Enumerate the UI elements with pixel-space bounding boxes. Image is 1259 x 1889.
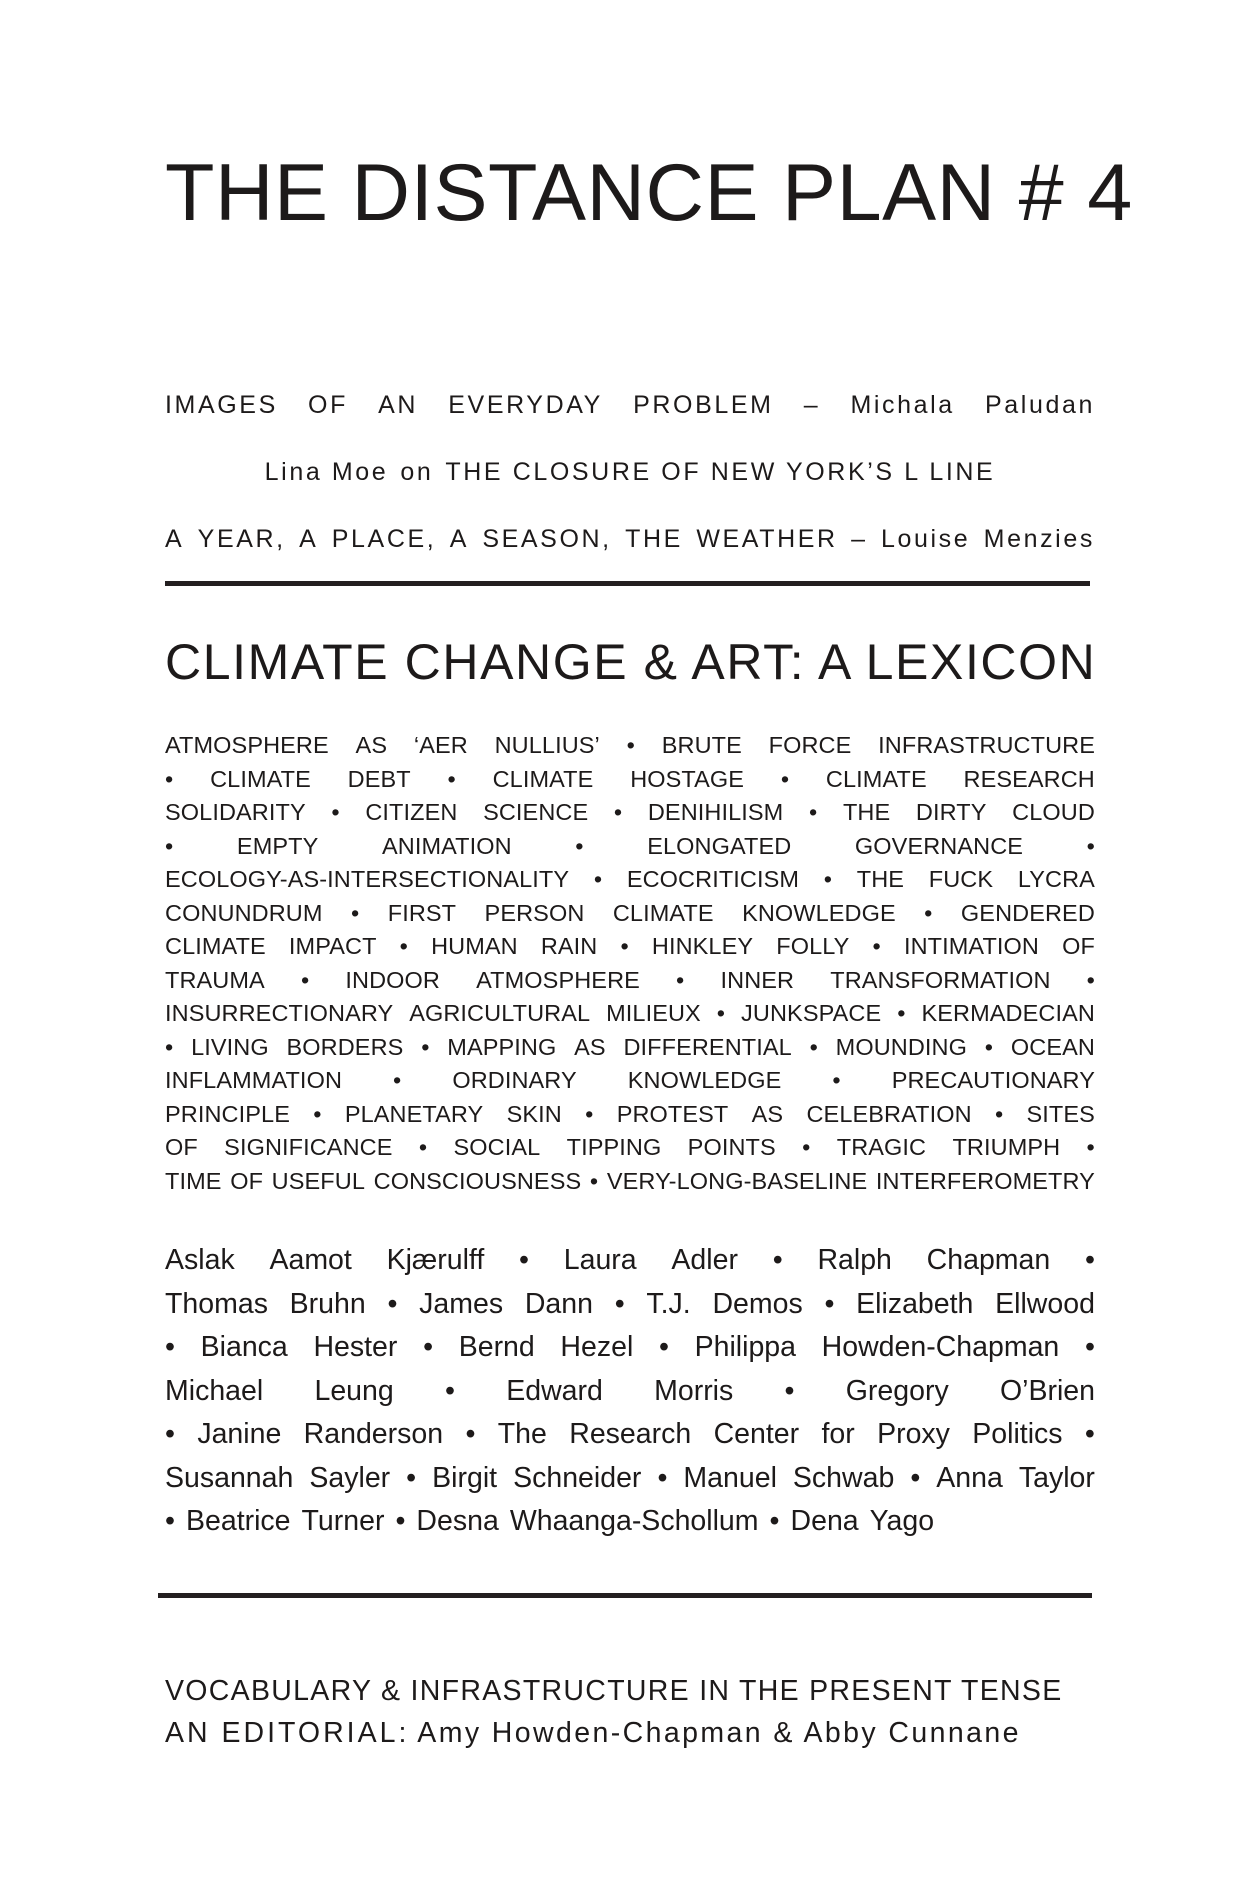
contributor-name-word: Leung <box>314 1374 394 1407</box>
bullet-separator: • <box>676 966 685 993</box>
lexicon-word: SOCIAL <box>453 1134 541 1160</box>
contributor-name-word: Yago <box>869 1505 935 1537</box>
lexicon-line <box>165 964 1095 998</box>
contents-title-word: PLACE, <box>331 525 437 553</box>
contributor-name-word: Susannah <box>165 1461 294 1494</box>
editorial-block <box>165 1670 1095 1754</box>
bullet-separator: • <box>910 1461 921 1494</box>
contents-item <box>165 439 1095 506</box>
lexicon-word: CONSCIOUSNESS <box>373 1167 582 1194</box>
bullet-separator: • <box>447 765 456 792</box>
contributor-name-word: Politics <box>972 1418 1063 1450</box>
lexicon-word: CLIMATE <box>825 765 927 792</box>
lexicon-word: VERY-LONG-BASELINE <box>606 1167 868 1194</box>
bullet-separator: • <box>772 1244 783 1276</box>
contents-dash: – <box>803 391 821 419</box>
contributors-line <box>165 1326 1095 1370</box>
bullet-separator: • <box>387 1287 398 1320</box>
contributor-name-word: Howden-Chapman <box>821 1331 1060 1363</box>
bullet-separator: • <box>872 933 881 959</box>
bullet-separator: • <box>393 1067 402 1093</box>
contributor-name-word: Demos <box>712 1287 803 1320</box>
bullet-separator: • <box>1086 966 1095 993</box>
lexicon-word: PROTEST <box>616 1100 729 1127</box>
bullet-separator: • <box>165 1418 175 1450</box>
lexicon-word: NULLIUS’ <box>494 732 600 758</box>
lexicon-word: LYCRA <box>1017 866 1095 892</box>
lexicon-word: THE <box>842 799 891 825</box>
lexicon-word: ATMOSPHERE <box>165 732 329 758</box>
lexicon-word: INTIMATION <box>903 933 1039 959</box>
contributor-name-word: Bruhn <box>289 1287 366 1320</box>
lexicon-word: DENIHILISM <box>647 799 784 825</box>
lexicon-word: FUCK <box>928 866 994 892</box>
bullet-separator: • <box>589 1167 599 1194</box>
bullet-separator: • <box>331 799 340 825</box>
contributor-name-word: Dann <box>524 1287 593 1320</box>
lexicon-line <box>165 997 1095 1031</box>
lexicon-word: FORCE <box>768 732 852 758</box>
lexicon-word: HINKLEY <box>651 933 754 959</box>
lexicon-word: PLANETARY <box>344 1100 484 1127</box>
lexicon-word: OF <box>165 1134 198 1160</box>
publication-title: THE DISTANCE PLAN # 4 <box>165 148 1133 238</box>
bullet-separator: • <box>924 899 933 926</box>
editorial-byline <box>165 1712 1095 1754</box>
contributor-list <box>165 1239 1095 1544</box>
contributor-name-word: Manuel <box>683 1461 777 1494</box>
lexicon-word: INNER <box>720 966 795 993</box>
lexicon-word: KERMADECIAN <box>921 1000 1095 1026</box>
bullet-separator: • <box>406 1461 417 1494</box>
lexicon-word: MOUNDING <box>835 1033 968 1060</box>
contributor-name-word: Hester <box>313 1331 398 1363</box>
lexicon-word: CLIMATE <box>492 765 594 792</box>
contributor-name-word: Hezel <box>560 1331 634 1363</box>
bullet-separator: • <box>444 1374 455 1407</box>
lexicon-word: TIME <box>165 1167 222 1194</box>
contributor-name-word: Aamot <box>269 1244 352 1276</box>
table-of-contents <box>165 372 1095 573</box>
contributor-name-word: Janine <box>197 1418 282 1450</box>
contributor-name-word: Whaanga-Schollum <box>509 1505 759 1537</box>
lexicon-word: TIPPING <box>566 1134 662 1160</box>
section-divider <box>165 581 1090 586</box>
lexicon-word: MILIEUX <box>606 1000 701 1026</box>
lexicon-line <box>165 796 1095 830</box>
lexicon-line <box>165 897 1095 931</box>
lexicon-word: INDOOR <box>345 966 441 993</box>
lexicon-line <box>165 1165 1095 1199</box>
bullet-separator: • <box>593 866 603 892</box>
bullet-separator: • <box>165 765 174 792</box>
lexicon-word: RESEARCH <box>963 765 1095 792</box>
lexicon-word: DIFFERENTIAL <box>623 1033 792 1060</box>
contributor-name-word: Turner <box>301 1505 385 1537</box>
contributor-name-word: Center <box>713 1418 800 1450</box>
lexicon-line <box>165 1031 1095 1065</box>
lexicon-term-list <box>165 729 1095 1198</box>
lexicon-word: KNOWLEDGE <box>742 899 896 926</box>
lexicon-word: PERSON <box>484 899 585 926</box>
lexicon-word: USEFUL <box>271 1167 365 1194</box>
lexicon-word: FOLLY <box>776 933 850 959</box>
lexicon-line <box>165 830 1095 864</box>
lexicon-word: TRAUMA <box>165 966 265 993</box>
lexicon-word: KNOWLEDGE <box>627 1067 782 1093</box>
contents-title-word: WEATHER <box>696 525 838 553</box>
bullet-separator: • <box>1084 1331 1095 1363</box>
contributor-name-word: Research <box>569 1418 692 1450</box>
contributor-name-word: James <box>419 1287 504 1320</box>
lexicon-word: SKIN <box>506 1100 562 1127</box>
contents-item <box>165 506 1095 573</box>
contributor-name-word: Sayler <box>309 1461 391 1494</box>
lexicon-word: CLIMATE <box>210 765 311 792</box>
bullet-separator: • <box>784 1374 795 1407</box>
lexicon-word: OCEAN <box>1010 1033 1095 1060</box>
bullet-separator: • <box>399 933 408 959</box>
contributor-name-word: Proxy <box>877 1418 950 1450</box>
lexicon-line <box>165 1131 1095 1165</box>
lexicon-word: RAIN <box>540 933 598 959</box>
contributor-name-word: Desna <box>416 1505 499 1537</box>
contents-title-word: THE <box>625 525 683 553</box>
lexicon-word: SOLIDARITY <box>165 799 306 825</box>
bullet-separator: • <box>1086 832 1095 859</box>
lexicon-word: SCIENCE <box>483 799 589 825</box>
contributor-name-word: Morris <box>654 1374 734 1407</box>
contributor-name-word: Schneider <box>513 1461 642 1494</box>
contributor-name-word: Schwab <box>792 1461 895 1494</box>
bullet-separator: • <box>585 1100 594 1127</box>
contributor-name-word: Ellwood <box>995 1287 1095 1320</box>
bullet-separator: • <box>395 1505 406 1537</box>
lexicon-word: TRANSFORMATION <box>830 966 1051 993</box>
contributor-name-word: Beatrice <box>185 1505 291 1537</box>
contributor-name-word: Randerson <box>303 1418 444 1450</box>
lexicon-word: CONUNDRUM <box>165 899 323 926</box>
bullet-separator: • <box>300 966 310 993</box>
lexicon-word: LIVING <box>191 1033 269 1060</box>
bullet-separator: • <box>823 866 833 892</box>
contributor-name-word: Birgit <box>432 1461 498 1494</box>
contents-title-word: A <box>165 525 185 553</box>
bullet-separator: • <box>614 1287 625 1320</box>
lexicon-line <box>165 1098 1095 1132</box>
editorial-heading: VOCABULARY & INFRASTRUCTURE IN THE PRESENT TENSE <box>165 1675 1063 1707</box>
lexicon-line <box>165 729 1095 763</box>
contents-title-word: A <box>449 525 469 553</box>
bullet-separator: • <box>716 1000 726 1026</box>
bullet-separator: • <box>824 1287 835 1320</box>
lexicon-word: OF <box>1062 933 1095 959</box>
contributor-name-word: Taylor <box>1018 1461 1095 1494</box>
lexicon-word: INTERFEROMETRY <box>875 1167 1095 1194</box>
contributor-name-word: Michael <box>165 1374 264 1407</box>
contents-connector: on <box>400 458 434 486</box>
bullet-separator: • <box>620 933 629 959</box>
lexicon-word: FIRST <box>387 899 457 926</box>
lexicon-word: ECOLOGY-AS-INTERSECTIONALITY <box>165 866 570 892</box>
lexicon-word: MAPPING <box>447 1033 557 1060</box>
bullet-separator: • <box>1084 1244 1095 1276</box>
lexicon-word: PRINCIPLE <box>165 1100 290 1127</box>
contributor-name-word: Bernd <box>458 1331 535 1363</box>
lexicon-word: CITIZEN <box>365 799 458 825</box>
contributor-name-word: Bianca <box>200 1331 288 1363</box>
contents-title-word: AN <box>378 391 419 419</box>
lexicon-word: TRIUMPH <box>952 1134 1061 1160</box>
lexicon-word: BORDERS <box>286 1033 404 1060</box>
contents-title-word: OF <box>308 391 348 419</box>
contents-author-word: Paludan <box>985 391 1095 419</box>
contents-author-word: Michala <box>850 391 955 419</box>
lexicon-word: CLIMATE <box>612 899 714 926</box>
contributors-line <box>165 1500 1095 1544</box>
bullet-separator: • <box>421 1033 430 1060</box>
lexicon-word: HOSTAGE <box>630 765 745 792</box>
contents-title-word: YEAR, <box>197 525 286 553</box>
bullet-separator: • <box>575 832 584 859</box>
bullet-separator: • <box>165 832 174 859</box>
contributor-name-word: Edward <box>506 1374 603 1407</box>
contributor-name-word: Ralph <box>817 1244 892 1276</box>
bullet-separator: • <box>519 1244 529 1276</box>
contents-title-word: EVERYDAY <box>448 391 603 419</box>
lexicon-word: CLIMATE <box>165 933 266 959</box>
contributor-name-word: for <box>821 1418 855 1450</box>
bullet-separator: • <box>994 1100 1004 1127</box>
lexicon-word: INFLAMMATION <box>165 1067 343 1093</box>
bullet-separator: • <box>832 1067 841 1093</box>
bullet-separator: • <box>802 1134 811 1160</box>
bullet-separator: • <box>658 1331 669 1363</box>
contributor-name-word: Dena <box>790 1505 859 1537</box>
contributor-name-word: Philippa <box>694 1331 796 1363</box>
lexicon-word: AS <box>751 1100 784 1127</box>
lexicon-word: POINTS <box>687 1134 776 1160</box>
lexicon-heading: CLIMATE CHANGE & ART: A LEXICON <box>165 634 1097 690</box>
lexicon-word: SIGNIFICANCE <box>224 1134 393 1160</box>
bullet-separator: • <box>350 899 360 926</box>
lexicon-word: GOVERNANCE <box>854 832 1024 859</box>
lexicon-word: THE <box>856 866 905 892</box>
contributor-name-word: O’Brien <box>999 1374 1095 1407</box>
lexicon-word: TRAGIC <box>836 1134 927 1160</box>
lexicon-word: ANIMATION <box>381 832 512 859</box>
contents-author-word: Louise <box>880 525 971 553</box>
contributor-name-word: T.J. <box>646 1287 691 1320</box>
editorial-authors: Amy Howden-Chapman & Abby Cunnane <box>417 1717 1021 1749</box>
contents-title: THE CLOSURE OF NEW YORK’S L LINE <box>445 458 996 486</box>
editorial-label: AN EDITORIAL: <box>165 1717 410 1749</box>
lexicon-word: ATMOSPHERE <box>476 966 640 993</box>
contributor-name-word: Elizabeth <box>856 1287 974 1320</box>
lexicon-word: CELEBRATION <box>806 1100 972 1127</box>
contents-title-word: PROBLEM <box>633 391 774 419</box>
bullet-separator: • <box>1086 1134 1095 1160</box>
contents-dash: – <box>851 525 868 553</box>
contributors-line <box>165 1370 1095 1414</box>
lexicon-word: AS <box>355 732 388 758</box>
contributor-name-word: Aslak <box>165 1244 235 1276</box>
bullet-separator: • <box>165 1033 174 1060</box>
bullet-separator: • <box>423 1331 434 1363</box>
bullet-separator: • <box>313 1100 322 1127</box>
bullet-separator: • <box>626 732 635 758</box>
section-divider <box>158 1593 1092 1598</box>
lexicon-word: IMPACT <box>288 933 377 959</box>
bullet-separator: • <box>897 1000 906 1026</box>
lexicon-word: ECOCRITICISM <box>626 866 800 892</box>
bullet-separator: • <box>809 799 818 825</box>
lexicon-word: DIRTY <box>915 799 987 825</box>
contents-title-word: A <box>299 525 319 553</box>
contributor-name-word: Kjærulff <box>386 1244 485 1276</box>
lexicon-word: SITES <box>1026 1100 1095 1127</box>
bullet-separator: • <box>769 1505 780 1537</box>
lexicon-line <box>165 1064 1095 1098</box>
contributors-line <box>165 1413 1095 1457</box>
contributors-line <box>165 1457 1095 1501</box>
contributor-name-word: Laura <box>563 1244 637 1276</box>
contributors-line <box>165 1239 1095 1283</box>
lexicon-word: BRUTE <box>661 732 742 758</box>
lexicon-word: INSURRECTIONARY <box>165 1000 394 1026</box>
contents-item <box>165 372 1095 439</box>
lexicon-word: EMPTY <box>236 832 319 859</box>
lexicon-word: ORDINARY <box>452 1067 577 1093</box>
bullet-separator: • <box>418 1134 428 1160</box>
lexicon-word: ELONGATED <box>647 832 792 859</box>
contributor-name-word: Gregory <box>845 1374 949 1407</box>
contributor-name-word: Chapman <box>926 1244 1051 1276</box>
lexicon-word: OF <box>230 1167 264 1194</box>
lexicon-word: DEBT <box>347 765 411 792</box>
bullet-separator: • <box>465 1418 476 1450</box>
contents-title-word: SEASON, <box>482 525 612 553</box>
lexicon-word: GENDERED <box>960 899 1095 926</box>
lexicon-word: PRECAUTIONARY <box>891 1067 1095 1093</box>
contributor-name-word: Anna <box>936 1461 1003 1494</box>
contributor-name-word: The <box>497 1418 547 1450</box>
bullet-separator: • <box>613 799 623 825</box>
contents-title-word: IMAGES <box>165 391 278 419</box>
lexicon-word: ‘AER <box>413 732 468 758</box>
bullet-separator: • <box>657 1461 668 1494</box>
lexicon-word: JUNKSPACE <box>741 1000 882 1026</box>
contents-author-word: Menzies <box>983 525 1095 553</box>
lexicon-line <box>165 930 1095 964</box>
lexicon-word: HUMAN <box>431 933 518 959</box>
contributors-line <box>165 1283 1095 1327</box>
bullet-separator: • <box>165 1505 175 1537</box>
contents-author: Lina Moe <box>264 458 389 486</box>
contributor-name-word: Adler <box>671 1244 738 1276</box>
bullet-separator: • <box>809 1033 818 1060</box>
lexicon-word: AS <box>574 1033 606 1060</box>
lexicon-word: CLOUD <box>1012 799 1095 825</box>
bullet-separator: • <box>165 1331 175 1363</box>
bullet-separator: • <box>1084 1418 1095 1450</box>
lexicon-word: INFRASTRUCTURE <box>878 732 1095 758</box>
bullet-separator: • <box>984 1033 994 1060</box>
bullet-separator: • <box>780 765 790 792</box>
lexicon-line <box>165 863 1095 897</box>
lexicon-word: AGRICULTURAL <box>409 1000 591 1026</box>
lexicon-line <box>165 763 1095 797</box>
contributor-name-word: Thomas <box>165 1287 268 1320</box>
